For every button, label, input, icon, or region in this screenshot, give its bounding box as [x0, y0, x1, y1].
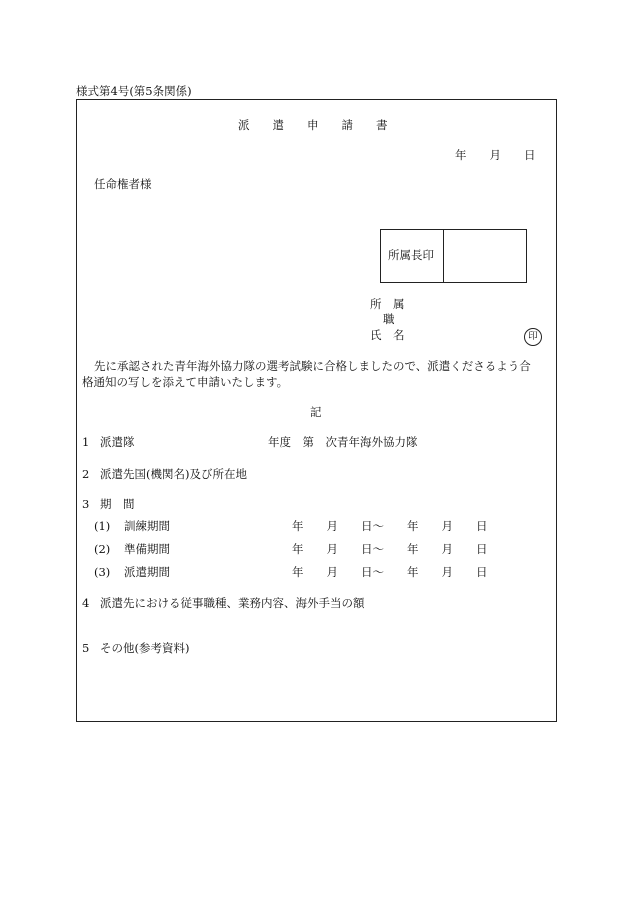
stamp-box-divider	[443, 230, 444, 282]
item-4-label: 派遣先における従事職種、業務内容、海外手当の額	[100, 596, 365, 610]
period-2-label: 準備期間	[124, 542, 170, 556]
item-1-value: 年度 第 次青年海外協力隊	[268, 435, 418, 449]
item-5-label: その他(参考資料)	[100, 641, 190, 655]
item-4-number: 4	[82, 596, 90, 610]
supervisor-stamp-box	[380, 229, 527, 283]
period-3-number: (3)	[94, 565, 111, 579]
ki-heading: 記	[310, 405, 322, 419]
stamp-label: 所属長印	[388, 248, 434, 262]
period-2-number: (2)	[94, 542, 111, 556]
form-title: 派 遣 申 請 書	[238, 118, 388, 132]
position-label: 職	[383, 312, 395, 326]
affiliation-label: 所 属	[370, 297, 405, 311]
period-1-label: 訓練期間	[124, 519, 170, 533]
seal-icon: 印	[524, 328, 542, 346]
body-line-1: 先に承認された青年海外協力隊の選考試験に合格しましたので、派遣くださるよう合	[94, 359, 531, 373]
period-1-range: 年 月 日～ 年 月 日	[292, 519, 488, 533]
period-1-number: (1)	[94, 519, 111, 533]
item-5-number: 5	[82, 641, 90, 655]
item-1-label: 派遣隊	[100, 435, 135, 449]
body-line-2: 格通知の写しを添えて申請いたします。	[82, 375, 289, 389]
period-3-range: 年 月 日～ 年 月 日	[292, 565, 488, 579]
item-2-label: 派遣先国(機関名)及び所在地	[100, 467, 247, 481]
date-line: 年 月 日	[455, 148, 536, 162]
period-3-label: 派遣期間	[124, 565, 170, 579]
period-2-range: 年 月 日～ 年 月 日	[292, 542, 488, 556]
item-3-label: 期 間	[100, 497, 135, 511]
addressee: 任命権者様	[94, 177, 152, 191]
name-label: 氏 名	[370, 328, 405, 342]
item-3-number: 3	[82, 497, 90, 511]
item-1-number: 1	[82, 435, 90, 449]
form-number: 様式第4号(第5条関係)	[76, 84, 192, 98]
item-2-number: 2	[82, 467, 90, 481]
